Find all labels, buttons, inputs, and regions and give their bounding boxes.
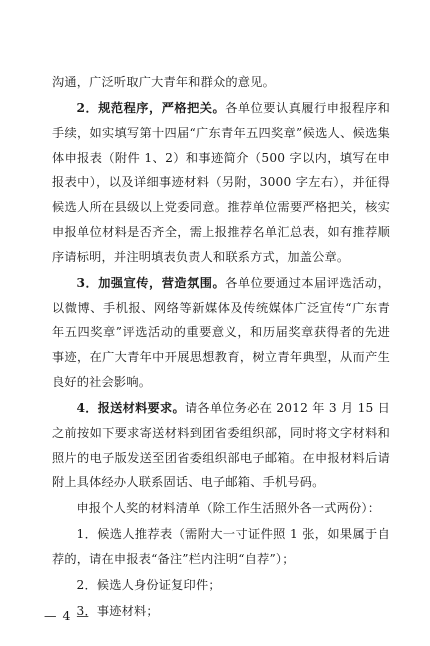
paragraph-submission-requirements [52,396,390,495]
document-body [52,70,390,625]
page-number: — 4 — [44,608,90,623]
list-item-text: 2．候选人身份证复印件； [76,578,221,593]
list-item [52,599,390,624]
list-item-text: 1．候选人推荐表（需附大一寸证件照 1 张，如果属于自荐的，请在申报表“备注”栏内注明“自荐”）； [52,527,390,567]
paragraph-text: 各单位要通过本届评选活动，以微博、手机报、网络等新媒体及传统媒体广泛宣传“广东青年五四奖章”评选活动的重要意义，和历届奖章获得者的先进事迹，在广大青年中开展思想教育，树立青年典型，从而产生良好的社会影响。 [52,275,390,389]
paragraph-heading: 2．规范程序，严格把关。 [76,100,226,115]
list-item-text: 3．事迹材料； [76,604,159,619]
paragraph-text: 请各单位务必在 2012 年 3 月 15 日之前按如下要求寄送材料到团省委组织部，同时将文字材料和照片的电子版发送至团省委组织部电子邮箱。在申报材料后请附上具体经办人联系固话、电子邮箱、手机号码。 [52,400,391,490]
paragraph-heading: 3．加强宣传，营造氛围。 [76,275,226,290]
paragraph-publicity [52,271,390,395]
list-item [52,573,390,598]
list-item [52,522,390,572]
paragraph-text: 申报个人奖的材料清单（除工作生活照外各一式两份）： [76,501,381,516]
paragraph-text: 沟通，广泛听取广大青年和群众的意见。 [52,75,275,89]
paragraph-materials-list-intro [52,496,390,521]
paragraph-continuation [52,70,390,95]
paragraph-standardize-procedure [52,96,390,270]
paragraph-heading: 4．报送材料要求。 [76,400,185,415]
paragraph-text: 各单位要认真履行申报程序和手续，如实填写第十四届“广东青年五四奖章”候选人、候选集体申报表（附件 1、2）和事迹简介（500 字以内，填写在申报表中），以及详细事迹材料（另附，3000 字左右），并征得候选人所在县级以上党委同意。推荐单位需要严格把关，核实申报单位材料是否齐全，需上报推荐名单汇总表，如有推荐顺序请标明，并注明填表负责人和联系方式，加盖公章。 [52,100,390,264]
